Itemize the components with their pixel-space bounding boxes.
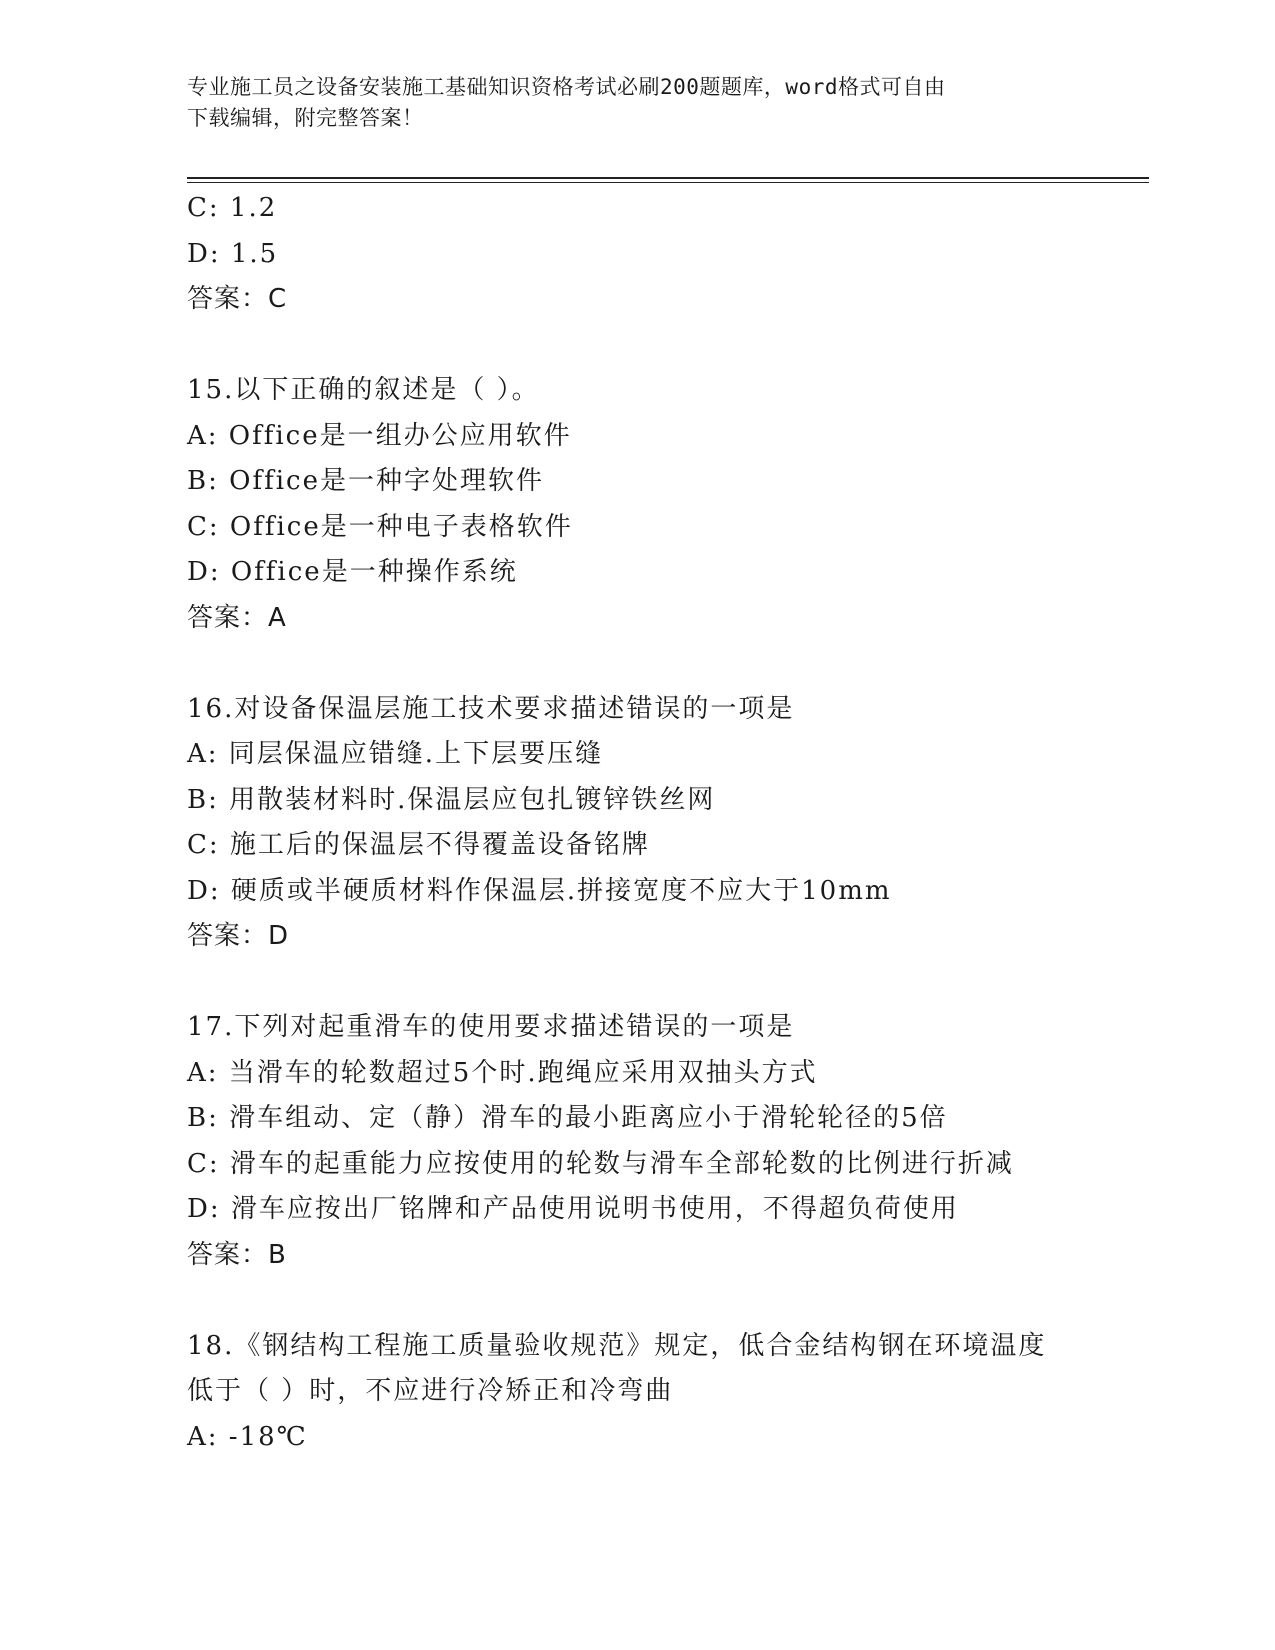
question-16 <box>187 687 1107 960</box>
question-15 <box>187 368 1107 641</box>
question-stem-line-1: 18.《钢结构工程施工质量验收规范》规定，低合金结构钢在环境温度 <box>187 1330 1047 1361</box>
question-stem: 16.对设备保温层施工技术要求描述错误的一项是 <box>187 693 795 724</box>
header-divider-thick <box>187 177 1149 179</box>
header-divider-thin <box>187 182 1149 183</box>
question-stem: 17.下列对起重滑车的使用要求描述错误的一项是 <box>187 1012 795 1042</box>
option-a: A: 同层保温应错缝.上下层要压缝 <box>187 739 604 769</box>
spacer <box>187 1278 1107 1324</box>
answer-line: 答案：C <box>187 284 288 314</box>
spacer <box>187 641 1107 687</box>
question-18 <box>187 1324 1107 1461</box>
option-c: C: Office是一种电子表格软件 <box>187 511 573 542</box>
spacer <box>187 323 1107 369</box>
answer-line: 答案：D <box>187 921 290 951</box>
question-stem: 15.以下正确的叙述是（ ）。 <box>187 375 540 405</box>
answer-line: 答案：B <box>187 1239 287 1270</box>
option-d: D: 滑车应按出厂铭牌和产品使用说明书使用，不得超负荷使用 <box>187 1194 959 1224</box>
option-c: C: 滑车的起重能力应按使用的轮数与滑车全部轮数的比例进行折减 <box>187 1148 1014 1179</box>
answer-line: 答案：A <box>187 602 287 633</box>
option-b: B: Office是一种字处理软件 <box>187 466 544 496</box>
option-d: D: Office是一种操作系统 <box>187 557 518 587</box>
option-a: A: Office是一组办公应用软件 <box>187 420 572 451</box>
option-a: A: -18℃ <box>187 1421 308 1452</box>
option-a: A: 当滑车的轮数超过5个时.跑绳应采用双抽头方式 <box>187 1057 818 1088</box>
option-c: C: 1.2 <box>187 193 278 223</box>
question-stem-line-2: 低于（ ）时，不应进行冷矫正和冷弯曲 <box>187 1376 674 1406</box>
option-b: B: 滑车组动、定（静）滑车的最小距离应小于滑轮轮径的5倍 <box>187 1103 948 1133</box>
header-title-line-1: 专业施工员之设备安装施工基础知识资格考试必刷200题题库，word格式可自由 <box>187 75 946 99</box>
option-d: D: 1.5 <box>187 238 279 269</box>
option-c: C: 施工后的保温层不得覆盖设备铭牌 <box>187 830 650 860</box>
header-title-line-2: 下载编辑，附完整答案！ <box>187 106 424 130</box>
page-header <box>187 72 1087 134</box>
spacer <box>187 960 1107 1006</box>
question-14-tail <box>187 186 1107 323</box>
question-content <box>187 186 1107 1460</box>
option-d: D: 硬质或半硬质材料作保温层.拼接宽度不应大于10mm <box>187 875 892 906</box>
option-b: B: 用散装材料时.保温层应包扎镀锌铁丝网 <box>187 784 716 815</box>
question-17 <box>187 1005 1107 1278</box>
